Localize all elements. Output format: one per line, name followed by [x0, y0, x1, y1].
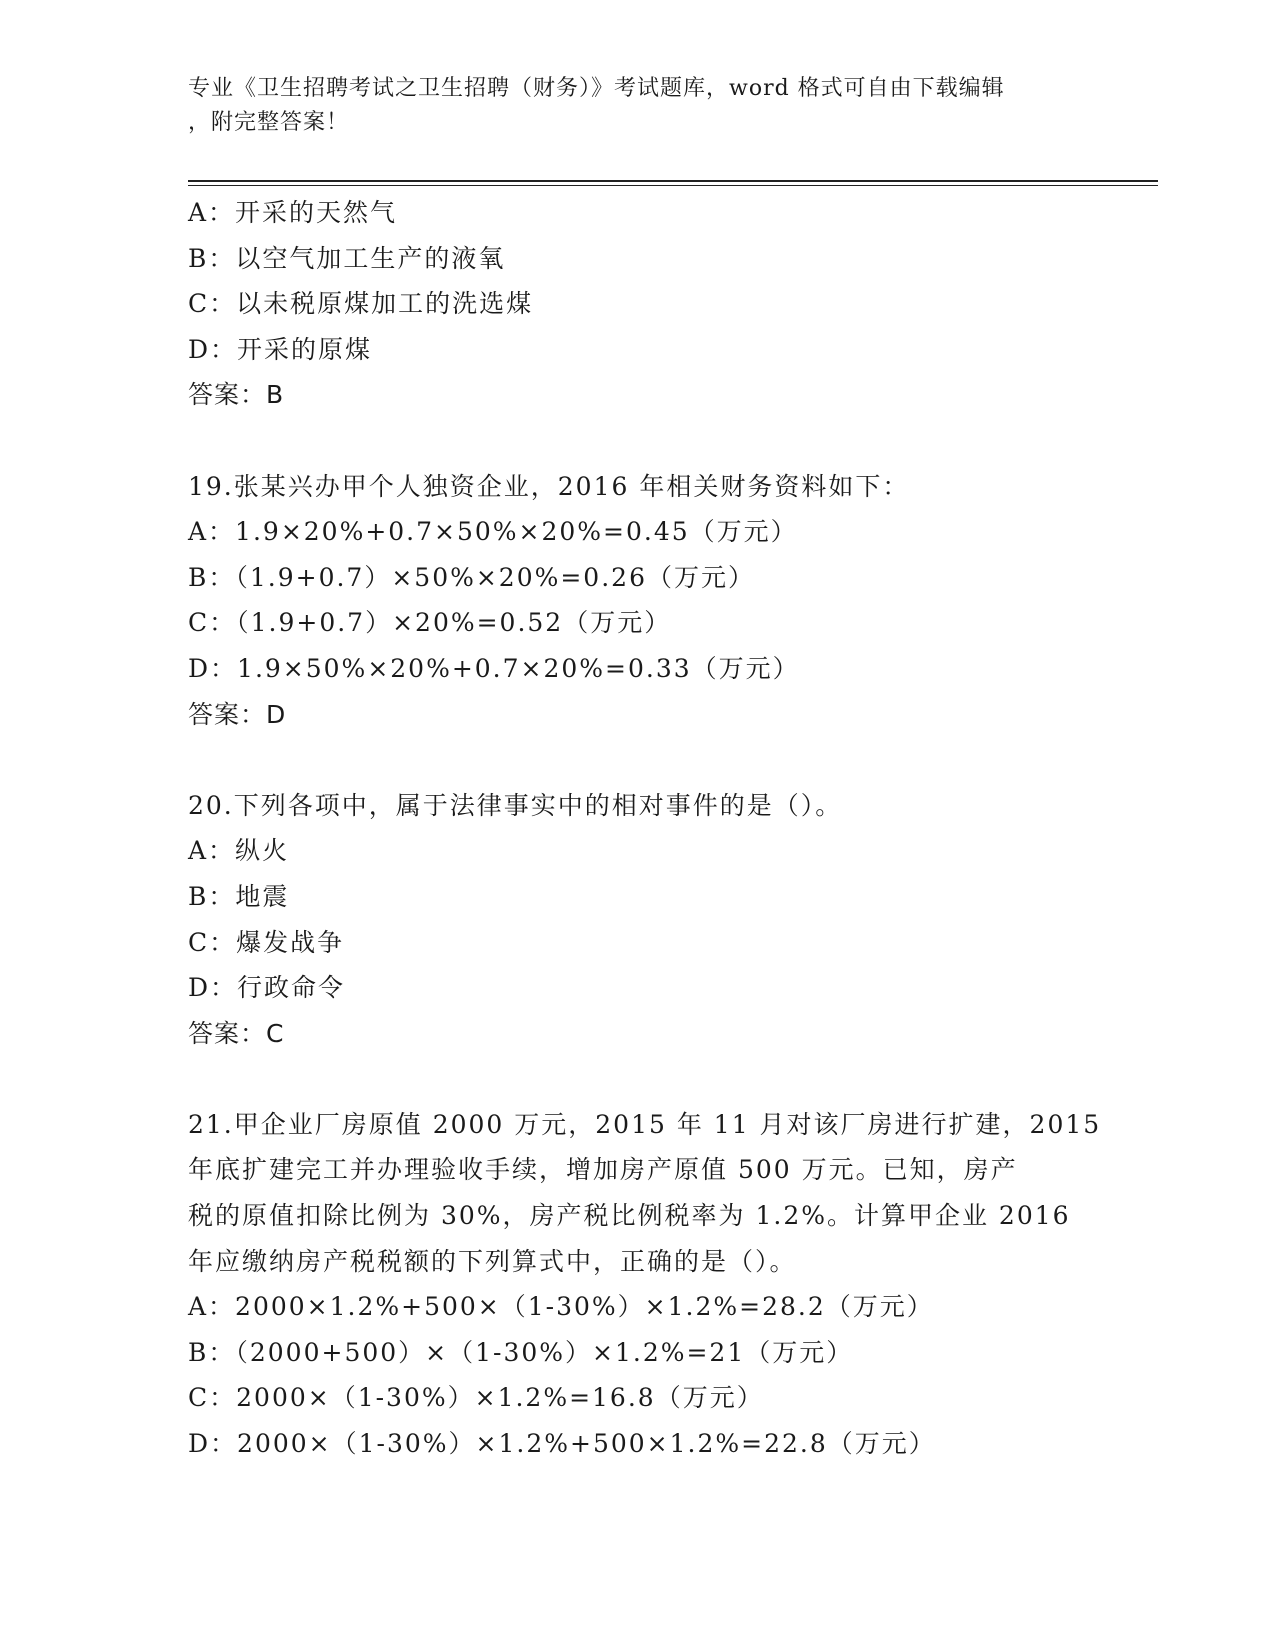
header-divider-thin — [188, 185, 1158, 186]
question-stem-line: 税的原值扣除比例为 30%，房产税比例税率为 1.2%。计算甲企业 2016 — [188, 1201, 1071, 1231]
question-stem-line: 年应缴纳房产税税额的下列算式中，正确的是（）。 — [188, 1246, 797, 1276]
option-b: B：（1.9+0.7）×50%×20%=0.26（万元） — [188, 562, 755, 592]
option-c: C：2000×（1-30%）×1.2%=16.8（万元） — [188, 1383, 764, 1413]
question-stem: 20.下列各项中，属于法律事实中的相对事件的是（）。 — [188, 790, 843, 820]
question-19 — [188, 464, 1118, 738]
header-divider-thick — [188, 180, 1158, 182]
header-title-continuation: ，附完整答案！ — [188, 110, 350, 135]
question-18-continued — [188, 190, 1118, 418]
header-title-line: 专业《卫生招聘考试之卫生招聘（财务）》考试题库，word 格式可自由下载编辑 — [188, 76, 1005, 101]
option-b: B：（2000+500）×（1-30%）×1.2%=21（万元） — [188, 1337, 854, 1367]
answer-line: 答案：D — [188, 699, 287, 729]
question-21 — [188, 1102, 1118, 1467]
spacer — [188, 1056, 1118, 1102]
document-header — [188, 72, 1088, 140]
option-a: A：2000×1.2%+500×（1-30%）×1.2%=28.2（万元） — [188, 1292, 934, 1322]
option-c: C：（1.9+0.7）×20%=0.52（万元） — [188, 608, 672, 638]
question-stem-line: 年底扩建完工并办理验收手续，增加房产原值 500 万元。已知，房产 — [188, 1155, 1018, 1185]
option-d: D：2000×（1-30%）×1.2%+500×1.2%=22.8（万元） — [188, 1429, 936, 1459]
answer-line: 答案：C — [188, 1018, 285, 1048]
option-d: D：开采的原煤 — [188, 334, 373, 364]
answer-line: 答案：B — [188, 380, 285, 410]
option-a: A：纵火 — [188, 836, 290, 866]
option-a: A：1.9×20%+0.7×50%×20%=0.45（万元） — [188, 517, 798, 547]
question-list — [188, 190, 1118, 1467]
option-a: A：开采的天然气 — [188, 198, 398, 227]
spacer — [188, 418, 1118, 464]
spacer — [188, 737, 1118, 783]
question-stem: 19.张某兴办甲个人独资企业，2016 年相关财务资料如下： — [188, 471, 910, 501]
option-b: B：地震 — [188, 881, 290, 911]
option-c: C：以未税原煤加工的洗选煤 — [188, 289, 534, 319]
question-20 — [188, 783, 1118, 1057]
option-d: D：1.9×50%×20%+0.7×20%=0.33（万元） — [188, 653, 800, 683]
question-stem-line: 21.甲企业厂房原值 2000 万元，2015 年 11 月对该厂房进行扩建，2015 — [188, 1109, 1102, 1139]
option-d: D：行政命令 — [188, 973, 346, 1003]
option-c: C：爆发战争 — [188, 927, 345, 957]
option-b: B：以空气加工生产的液氧 — [188, 243, 506, 273]
